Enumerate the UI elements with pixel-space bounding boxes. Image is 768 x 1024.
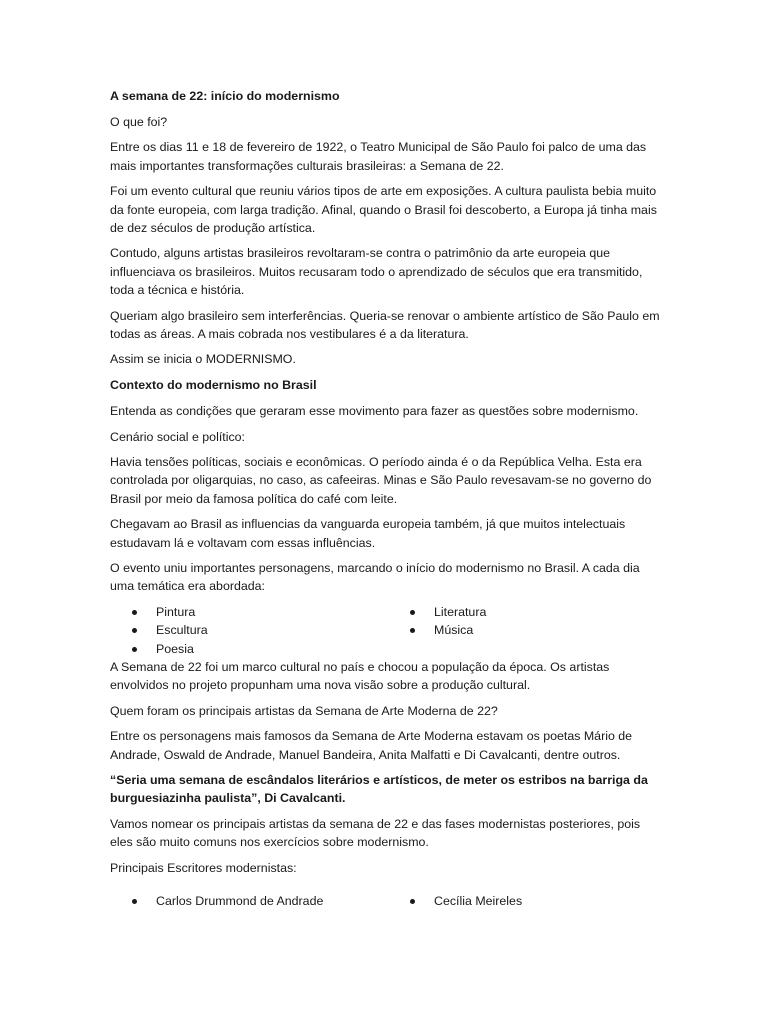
list-item: Escultura — [110, 621, 388, 639]
bullet-column-right — [388, 892, 666, 910]
themes-bullet-list — [110, 603, 666, 658]
writers-bullet-list — [110, 892, 666, 910]
list-item: Música — [388, 621, 666, 639]
list-item: Literatura — [388, 603, 666, 621]
paragraph: Chegavam ao Brasil as influencias da vanguarda europeia também, já que muitos intelectuais estudavam lá e voltavam com essas influências. — [110, 517, 626, 550]
paragraph: Havia tensões políticas, sociais e econômicas. O período ainda é o da República Velha. Esta era controlada por oligarquias, no caso, as cafeeiras. Minas e São Paulo revesavam-se no governo do Brasil por meio da famosa política do café com leite. — [110, 455, 652, 506]
list-item: Cecília Meireles — [388, 892, 666, 910]
paragraph: Vamos nomear os principais artistas da semana de 22 e das fases modernistas posteriores, pois eles são muito comuns nos exercícios sobre modernismo. — [110, 817, 641, 850]
quote: “Seria uma semana de escândalos literários e artísticos, de meter os estribos na barriga da burguesiazinha paulista”, Di Cavalcanti. — [110, 773, 648, 806]
paragraph: Entre os dias 11 e 18 de fevereiro de 1922, o Teatro Municipal de São Paulo foi palco de uma das mais importantes transformações culturais brasileiras: a Semana de 22. — [110, 140, 647, 173]
bullet-column-left — [110, 892, 388, 910]
paragraph: Entenda as condições que geraram esse movimento para fazer as questões sobre modernismo. — [110, 403, 639, 418]
list-item: Pintura — [110, 603, 388, 621]
list-item: Carlos Drummond de Andrade — [110, 892, 388, 910]
paragraph: Assim se inicia o MODERNISMO. — [110, 352, 296, 367]
document-content — [110, 87, 666, 910]
question-heading: Quem foram os principais artistas da Semana de Arte Moderna de 22? — [110, 703, 498, 718]
bullet-column-right — [388, 603, 666, 658]
paragraph: Entre os personagens mais famosos da Semana de Arte Moderna estavam os poetas Mário de Andrade, Oswald de Andrade, Manuel Bandeira, Anita Malfatti e Di Cavalcanti, dentre outros. — [110, 729, 633, 762]
section-heading-context: Contexto do modernismo no Brasil — [110, 378, 317, 393]
subheading-social-political: Cenário social e político: — [110, 429, 245, 444]
paragraph: O evento uniu importantes personagens, marcando o início do modernismo no Brasil. A cada dia uma temática era abordada: — [110, 561, 640, 594]
paragraph: Queriam algo brasileiro sem interferências. Queria-se renovar o ambiente artístico de São Paulo em todas as áreas. A mais cobrada nos vestibulares é a da literatura. — [110, 308, 660, 341]
list-item: Poesia — [110, 640, 388, 658]
paragraph: Foi um evento cultural que reuniu vários tipos de arte em exposições. A cultura paulista bebia muito da fonte europeia, com larga tradição. Afinal, quando o Brasil foi descoberto, a Europa já tinha mais de dez séculos de produção artística. — [110, 184, 657, 235]
document-title: A semana de 22: início do modernismo — [110, 89, 340, 103]
subheading-writers: Principais Escritores modernistas: — [110, 861, 297, 876]
question-heading: O que foi? — [110, 114, 168, 129]
paragraph: Contudo, alguns artistas brasileiros revoltaram-se contra o patrimônio da arte europeia que influenciava os brasileiros. Muitos recusaram todo o aprendizado de séculos que era transmitido, toda a técnica e história. — [110, 246, 643, 297]
bullet-column-left — [110, 603, 388, 658]
paragraph: A Semana de 22 foi um marco cultural no país e chocou a população da época. Os artistas envolvidos no projeto propunham uma nova visão sobre a produção cultural. — [110, 659, 610, 692]
